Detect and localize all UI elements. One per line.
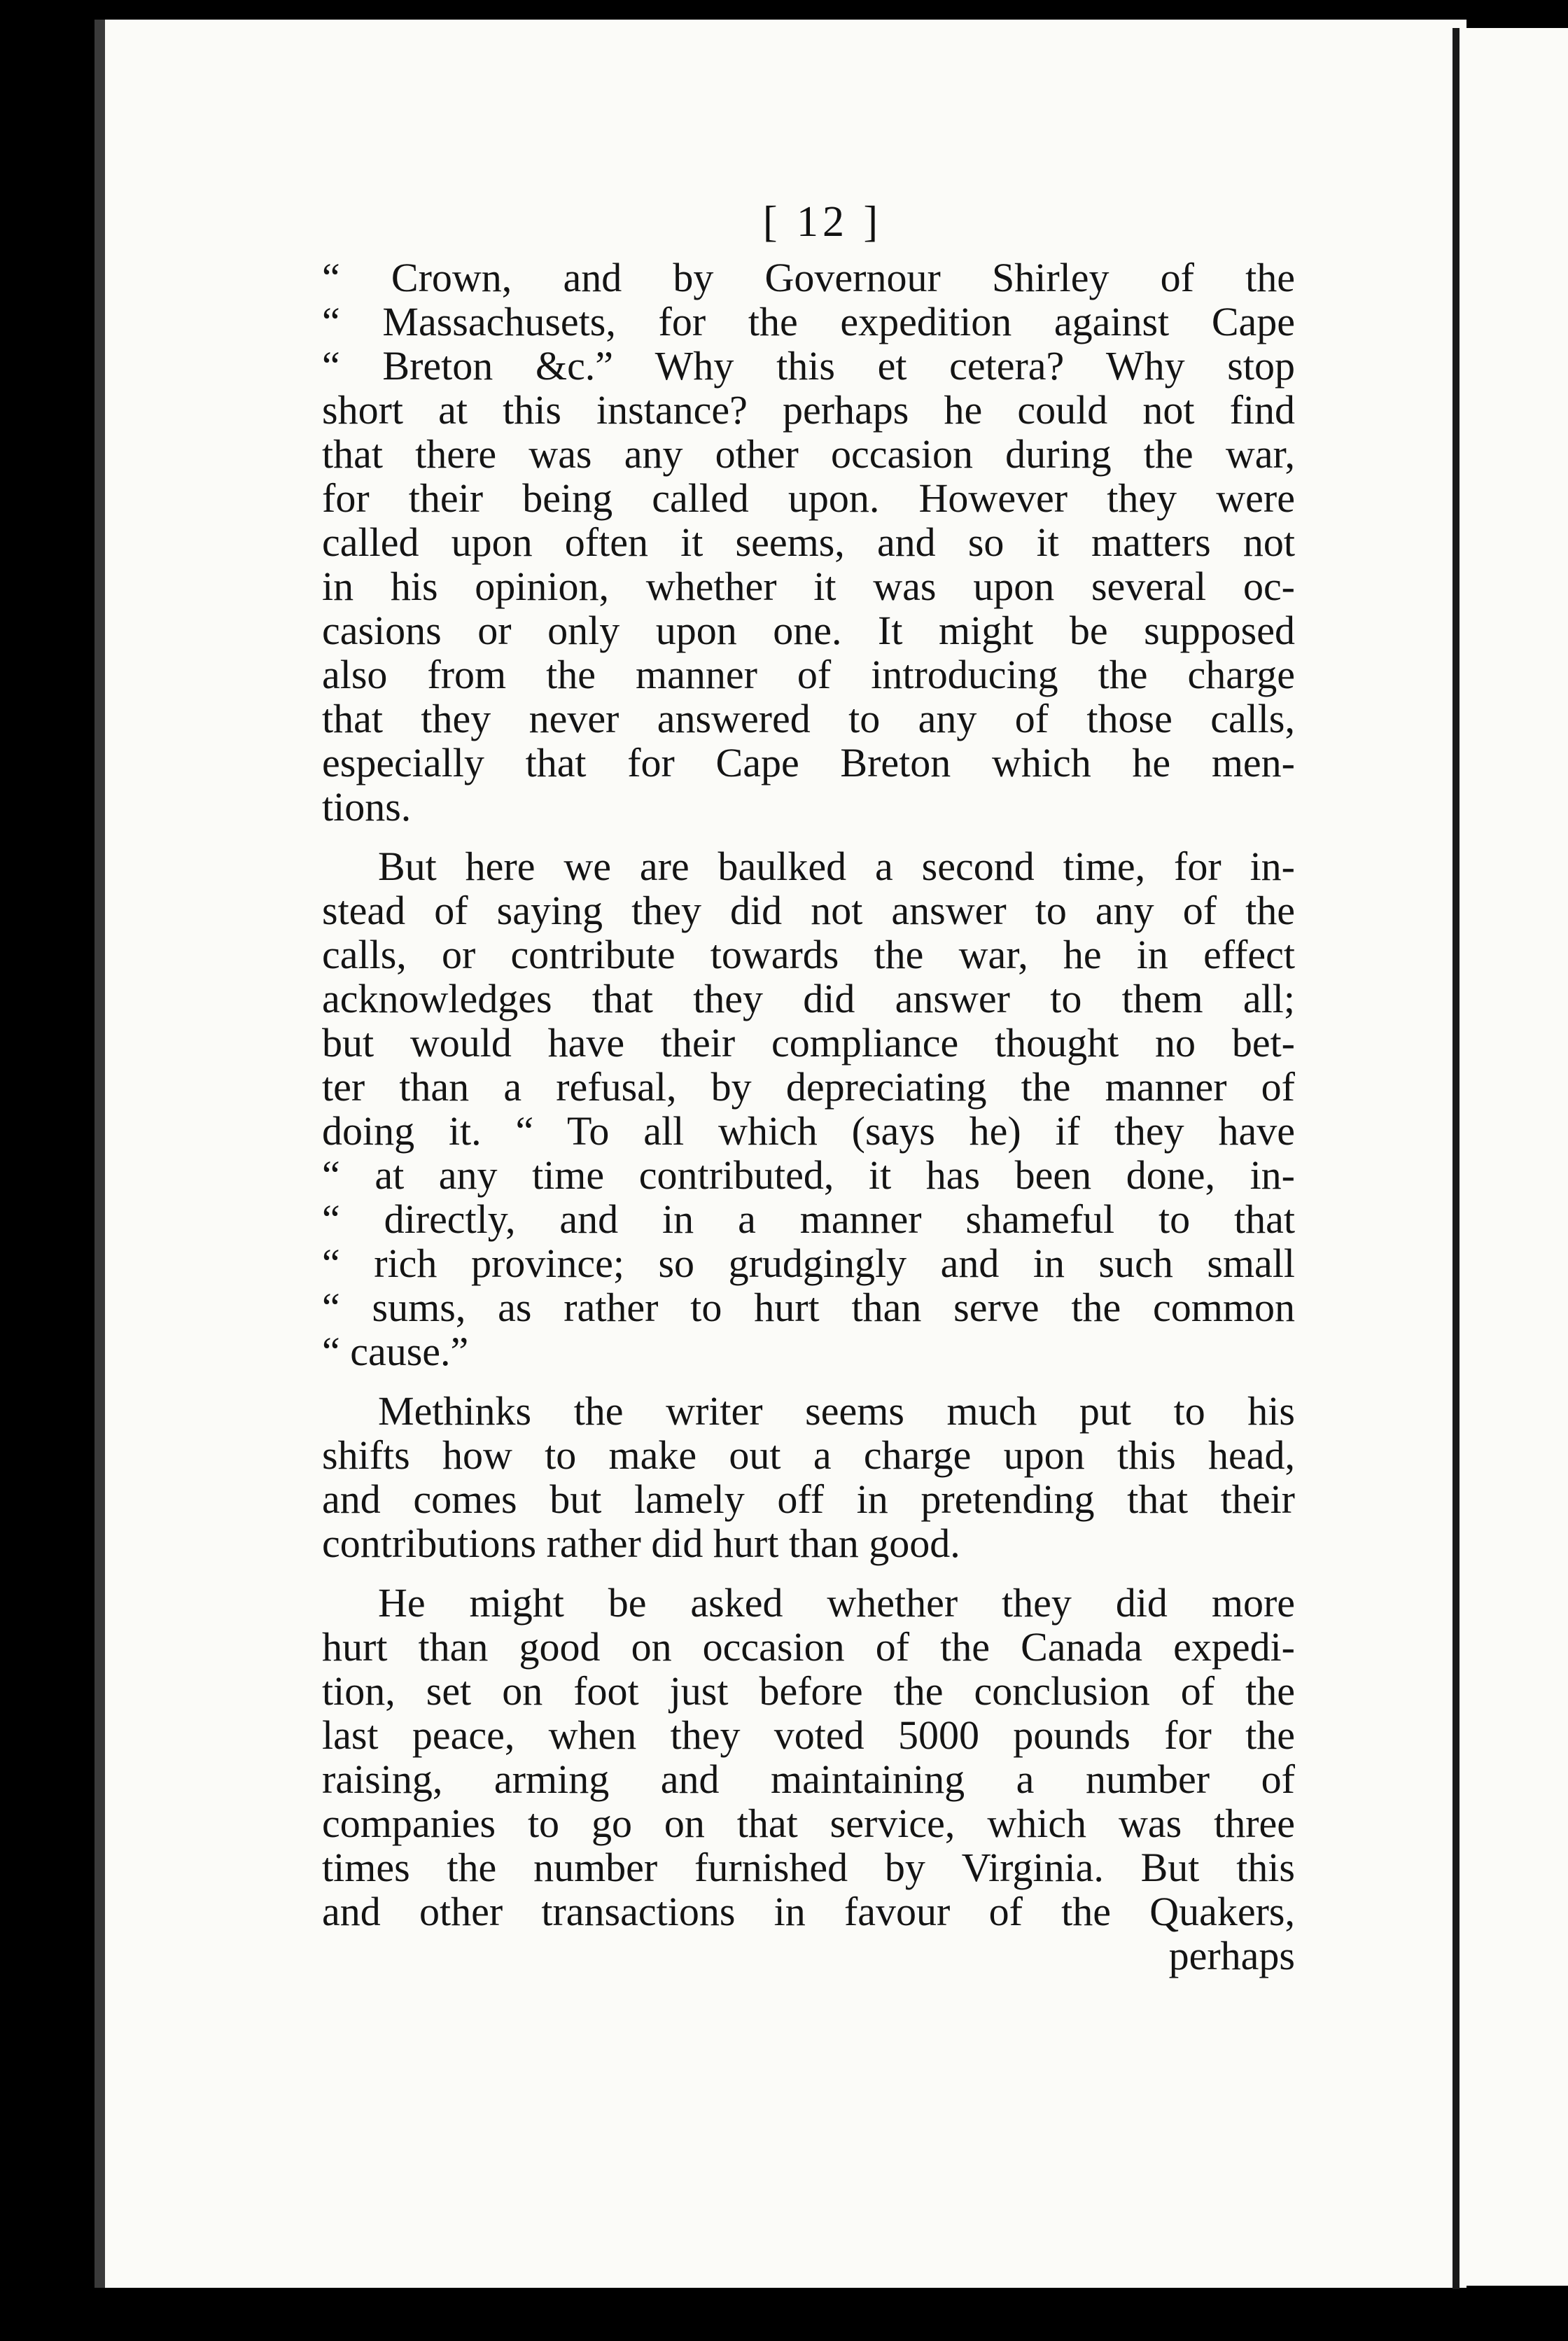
text-line: “ directly, and in a manner shameful to that	[322, 1196, 1295, 1242]
page-gutter	[1452, 28, 1460, 2289]
text-line: tion, set on foot just before the conclusion of the	[322, 1668, 1295, 1714]
text-line: that they never answered to any of those calls,	[322, 696, 1295, 741]
text-line: stead of saying they did not answer to any of the	[322, 888, 1295, 933]
text-line: hurt than good on occasion of the Canada expedi-	[322, 1624, 1295, 1670]
text-line: in his opinion, whether it was upon several oc-	[322, 564, 1295, 609]
text-line: “ Breton &c.” Why this et cetera? Why stop	[322, 343, 1295, 389]
text-line: and other transactions in favour of the Quakers,	[322, 1889, 1295, 1934]
text-line: calls, or contribute towards the war, he in effect	[322, 932, 1295, 977]
text-line: “ cause.”	[322, 1329, 469, 1374]
text-line: that there was any other occasion during the war,	[322, 431, 1295, 477]
page-number: [ 12 ]	[762, 198, 883, 246]
text-line: “ Crown, and by Governour Shirley of the	[322, 255, 1295, 300]
text-line: and comes but lamely off in pretending that their	[322, 1476, 1295, 1522]
text-line: called upon often it seems, and so it matters not	[322, 519, 1295, 565]
text-line: “ at any time contributed, it has been done, in-	[322, 1152, 1295, 1198]
text-line: contributions rather did hurt than good.	[322, 1521, 960, 1566]
text-line: companies to go on that service, which was three	[322, 1801, 1295, 1846]
text-line: But here we are baulked a second time, for in-	[378, 844, 1295, 889]
text-line: “ rich province; so grudgingly and in such small	[322, 1241, 1295, 1286]
paragraph-gap	[322, 1374, 1295, 1389]
facing-page-edge	[1466, 28, 1568, 2286]
text-line: doing it. “ To all which (says he) if they have	[322, 1108, 1295, 1154]
text-line: especially that for Cape Breton which he men-	[322, 740, 1295, 785]
text-line: casions or only upon one. It might be supposed	[322, 608, 1295, 653]
text-line: perhaps	[1168, 1933, 1295, 1978]
page-body-text	[322, 256, 1295, 1978]
text-line: tions.	[322, 784, 412, 830]
paragraph-gap	[322, 829, 1295, 844]
text-line: He might be asked whether they did more	[378, 1580, 1295, 1626]
text-line: shifts how to make out a charge upon this head,	[322, 1432, 1295, 1478]
text-line: also from the manner of introducing the charge	[322, 652, 1295, 697]
text-line: acknowledges that they did answer to them all;	[322, 976, 1295, 1021]
text-line: but would have their compliance thought no bet-	[322, 1020, 1295, 1065]
text-line: last peace, when they voted 5000 pounds for the	[322, 1712, 1295, 1758]
text-line: raising, arming and maintaining a number of	[322, 1756, 1295, 1802]
text-line: times the number furnished by Virginia. But this	[322, 1845, 1295, 1890]
text-line: “ sums, as rather to hurt than serve the common	[322, 1285, 1295, 1330]
text-line: “ Massachusets, for the expedition against Cape	[322, 299, 1295, 344]
paragraph-gap	[322, 1565, 1295, 1581]
text-line: Methinks the writer seems much put to his	[378, 1388, 1295, 1434]
text-line: ter than a refusal, by depreciating the manner of	[322, 1064, 1295, 1110]
text-line: for their being called upon. However they were	[322, 475, 1295, 521]
text-line: short at this instance? perhaps he could not find	[322, 387, 1295, 433]
